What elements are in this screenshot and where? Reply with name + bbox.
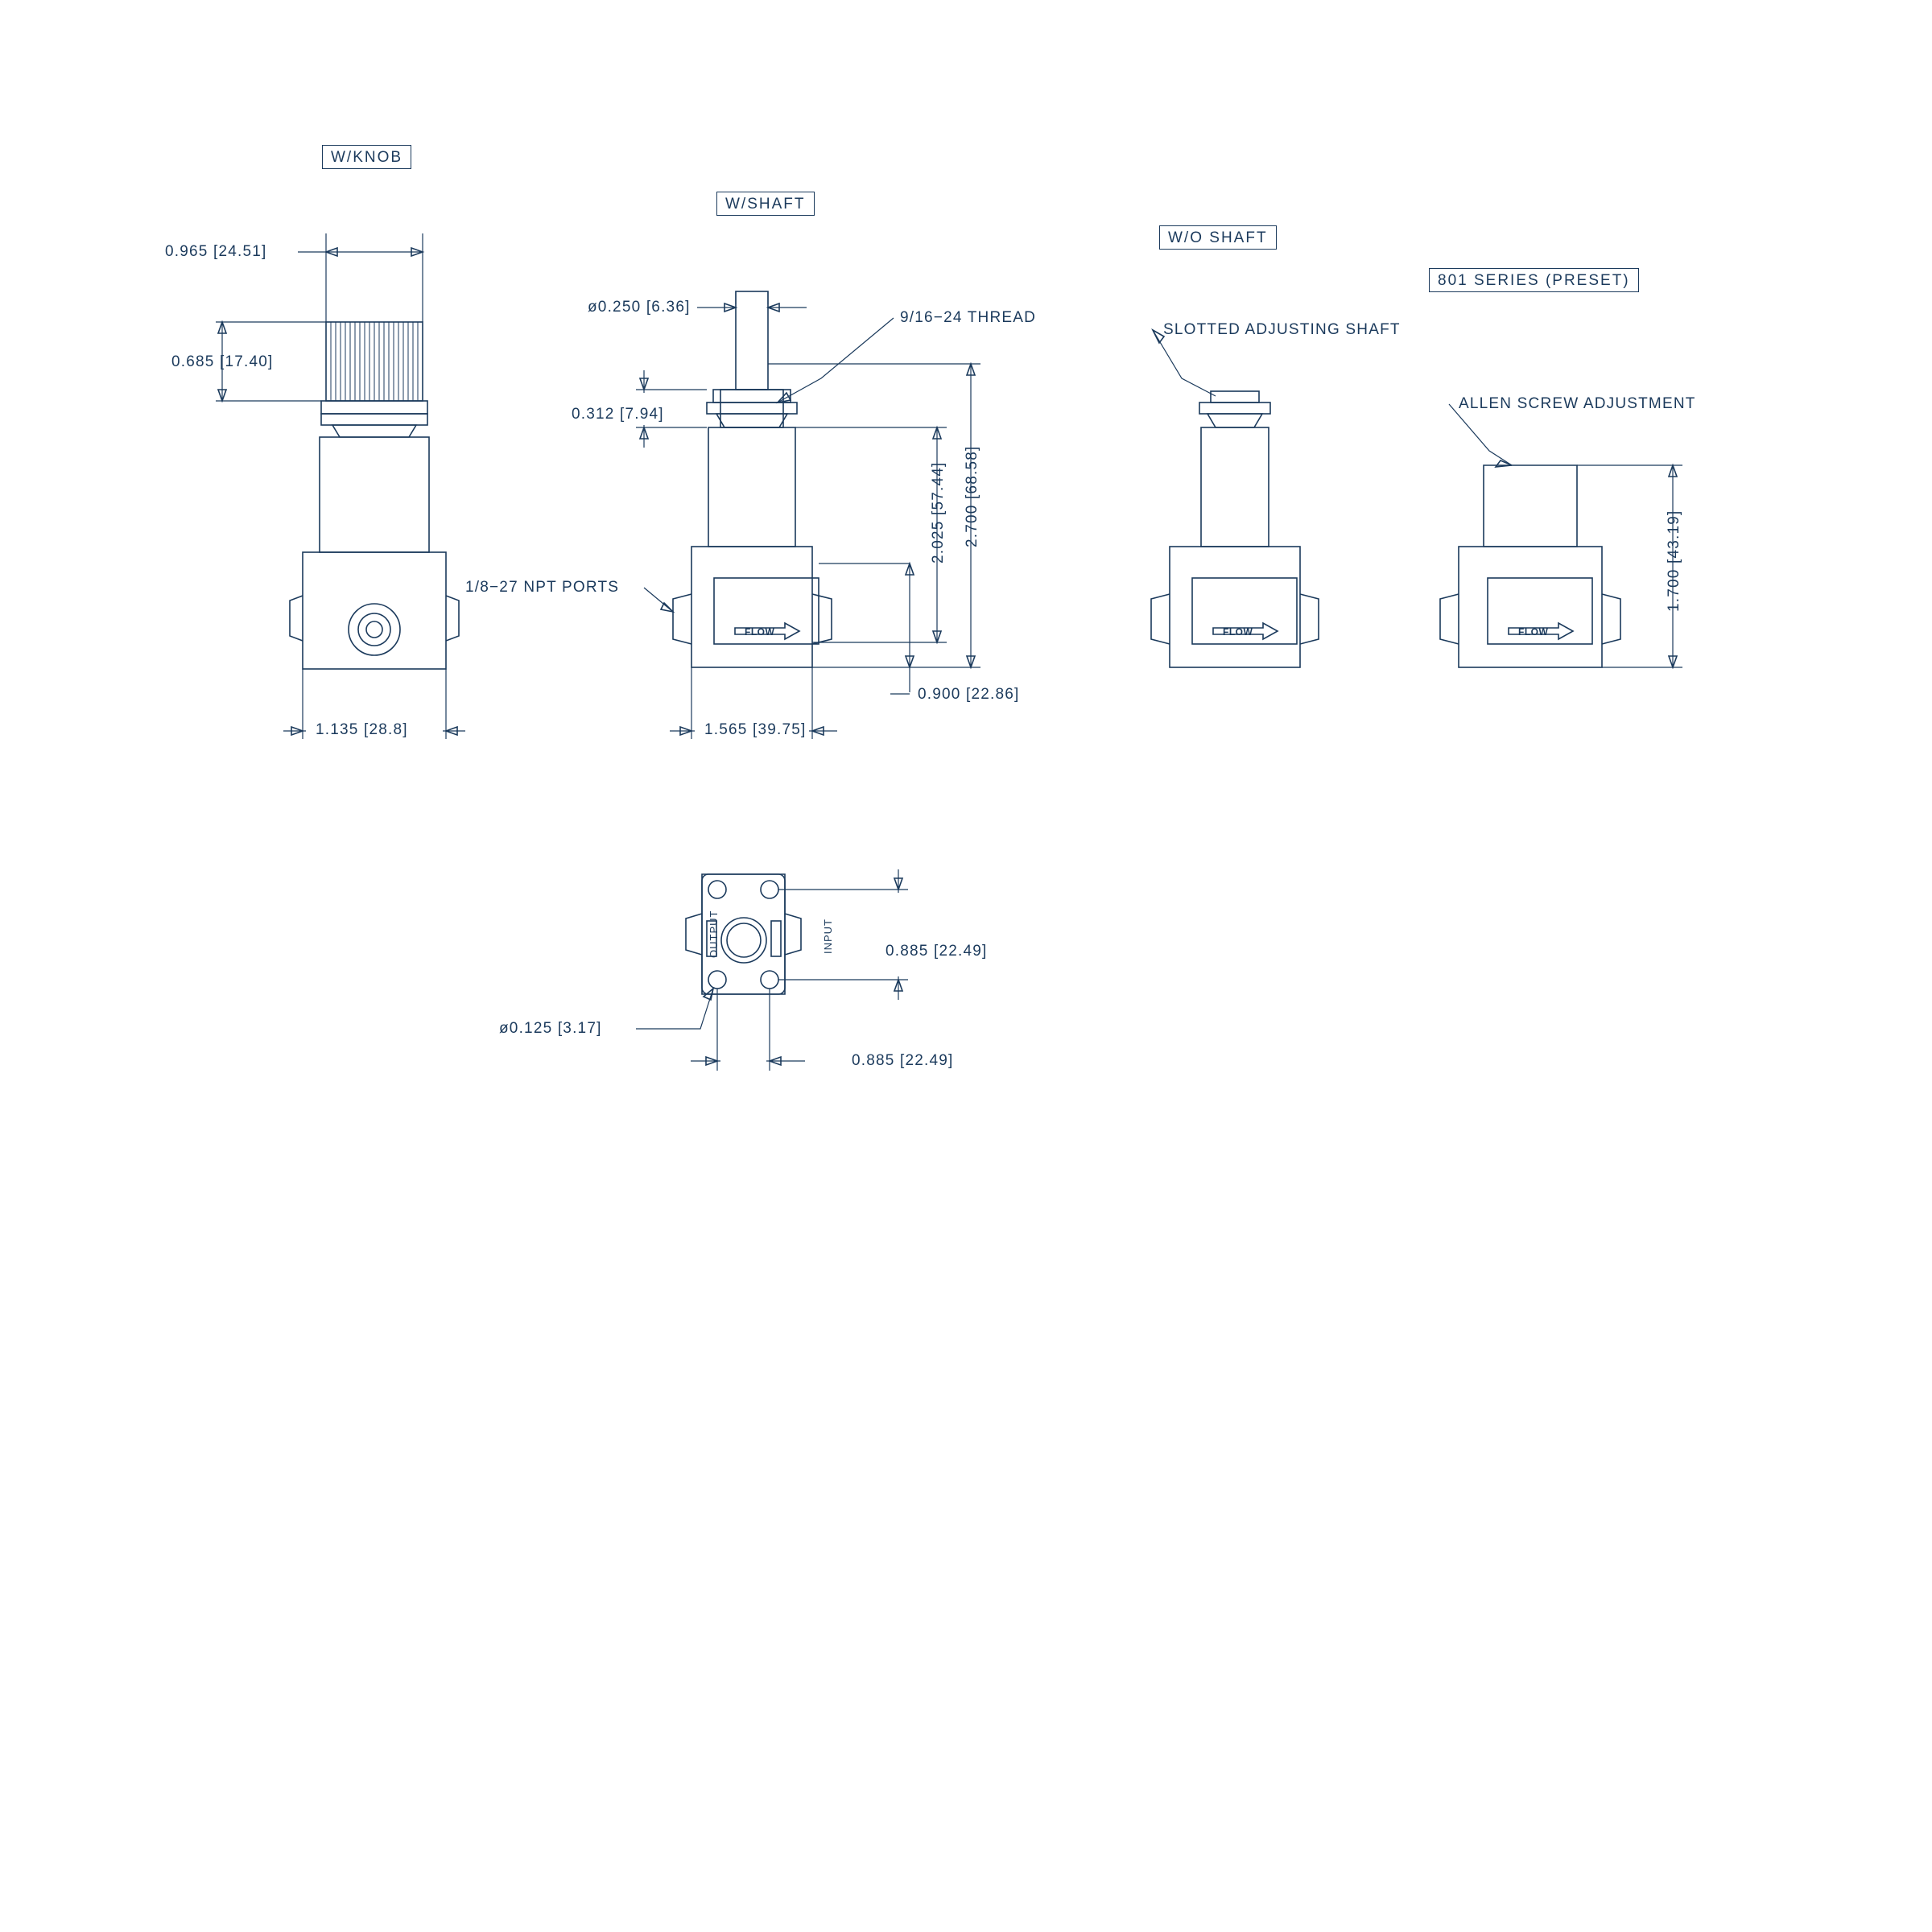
label-input-port: INPUT	[822, 919, 834, 954]
view-w-knob-geometry	[290, 322, 459, 669]
view-w-shaft-geometry	[673, 291, 832, 667]
dim-panel-thread-length: 0.312 [7.94]	[572, 406, 664, 423]
dim-knob-height: 0.685 [17.40]	[171, 353, 274, 370]
note-npt-ports: 1/8−27 NPT PORTS	[465, 579, 620, 596]
dim-hole-spacing-vertical: 0.885 [22.49]	[886, 943, 988, 960]
view-label-w-knob: W/KNOB	[322, 145, 411, 169]
flow-label-801: FLOW	[1518, 626, 1549, 638]
flow-label-w-shaft: FLOW	[745, 626, 775, 638]
dim-mounting-hole-diameter: ø0.125 [3.17]	[499, 1020, 602, 1037]
view-bottom-dimensions	[636, 869, 908, 1071]
view-bottom-geometry	[686, 874, 801, 994]
dim-port-centerline-height: 0.900 [22.86]	[918, 686, 1020, 703]
flow-label-wo-shaft: FLOW	[1223, 626, 1253, 638]
dim-knob-diameter: 0.965 [24.51]	[165, 243, 267, 260]
dim-shaft-diameter: ø0.250 [6.36]	[588, 299, 691, 316]
view-wo-shaft-annotations	[1153, 330, 1216, 396]
view-label-801-series: 801 SERIES (PRESET)	[1429, 268, 1639, 292]
view-label-wo-shaft: W/O SHAFT	[1159, 225, 1277, 250]
dim-overall-height: 2.700 [68.58]	[964, 445, 980, 547]
view-w-knob-dimensions	[216, 233, 465, 739]
note-thread: 9/16−24 THREAD	[900, 309, 1037, 326]
note-allen-screw-adjustment: ALLEN SCREW ADJUSTMENT	[1459, 395, 1696, 412]
label-output-port: OUTPUT	[708, 910, 720, 958]
dim-shaft-body-width: 1.565 [39.75]	[704, 721, 807, 738]
dim-knob-body-width: 1.135 [28.8]	[316, 721, 408, 738]
view-w-shaft-dimensions	[636, 291, 980, 739]
dim-801-overall-height: 1.700 [43.19]	[1666, 510, 1682, 612]
view-label-w-shaft: W/SHAFT	[716, 192, 815, 216]
note-slotted-adjusting-shaft: SLOTTED ADJUSTING SHAFT	[1163, 321, 1401, 338]
dim-hole-spacing-horizontal: 0.885 [22.49]	[852, 1052, 954, 1069]
dim-height-to-shoulder: 2.025 [57.44]	[930, 461, 947, 564]
